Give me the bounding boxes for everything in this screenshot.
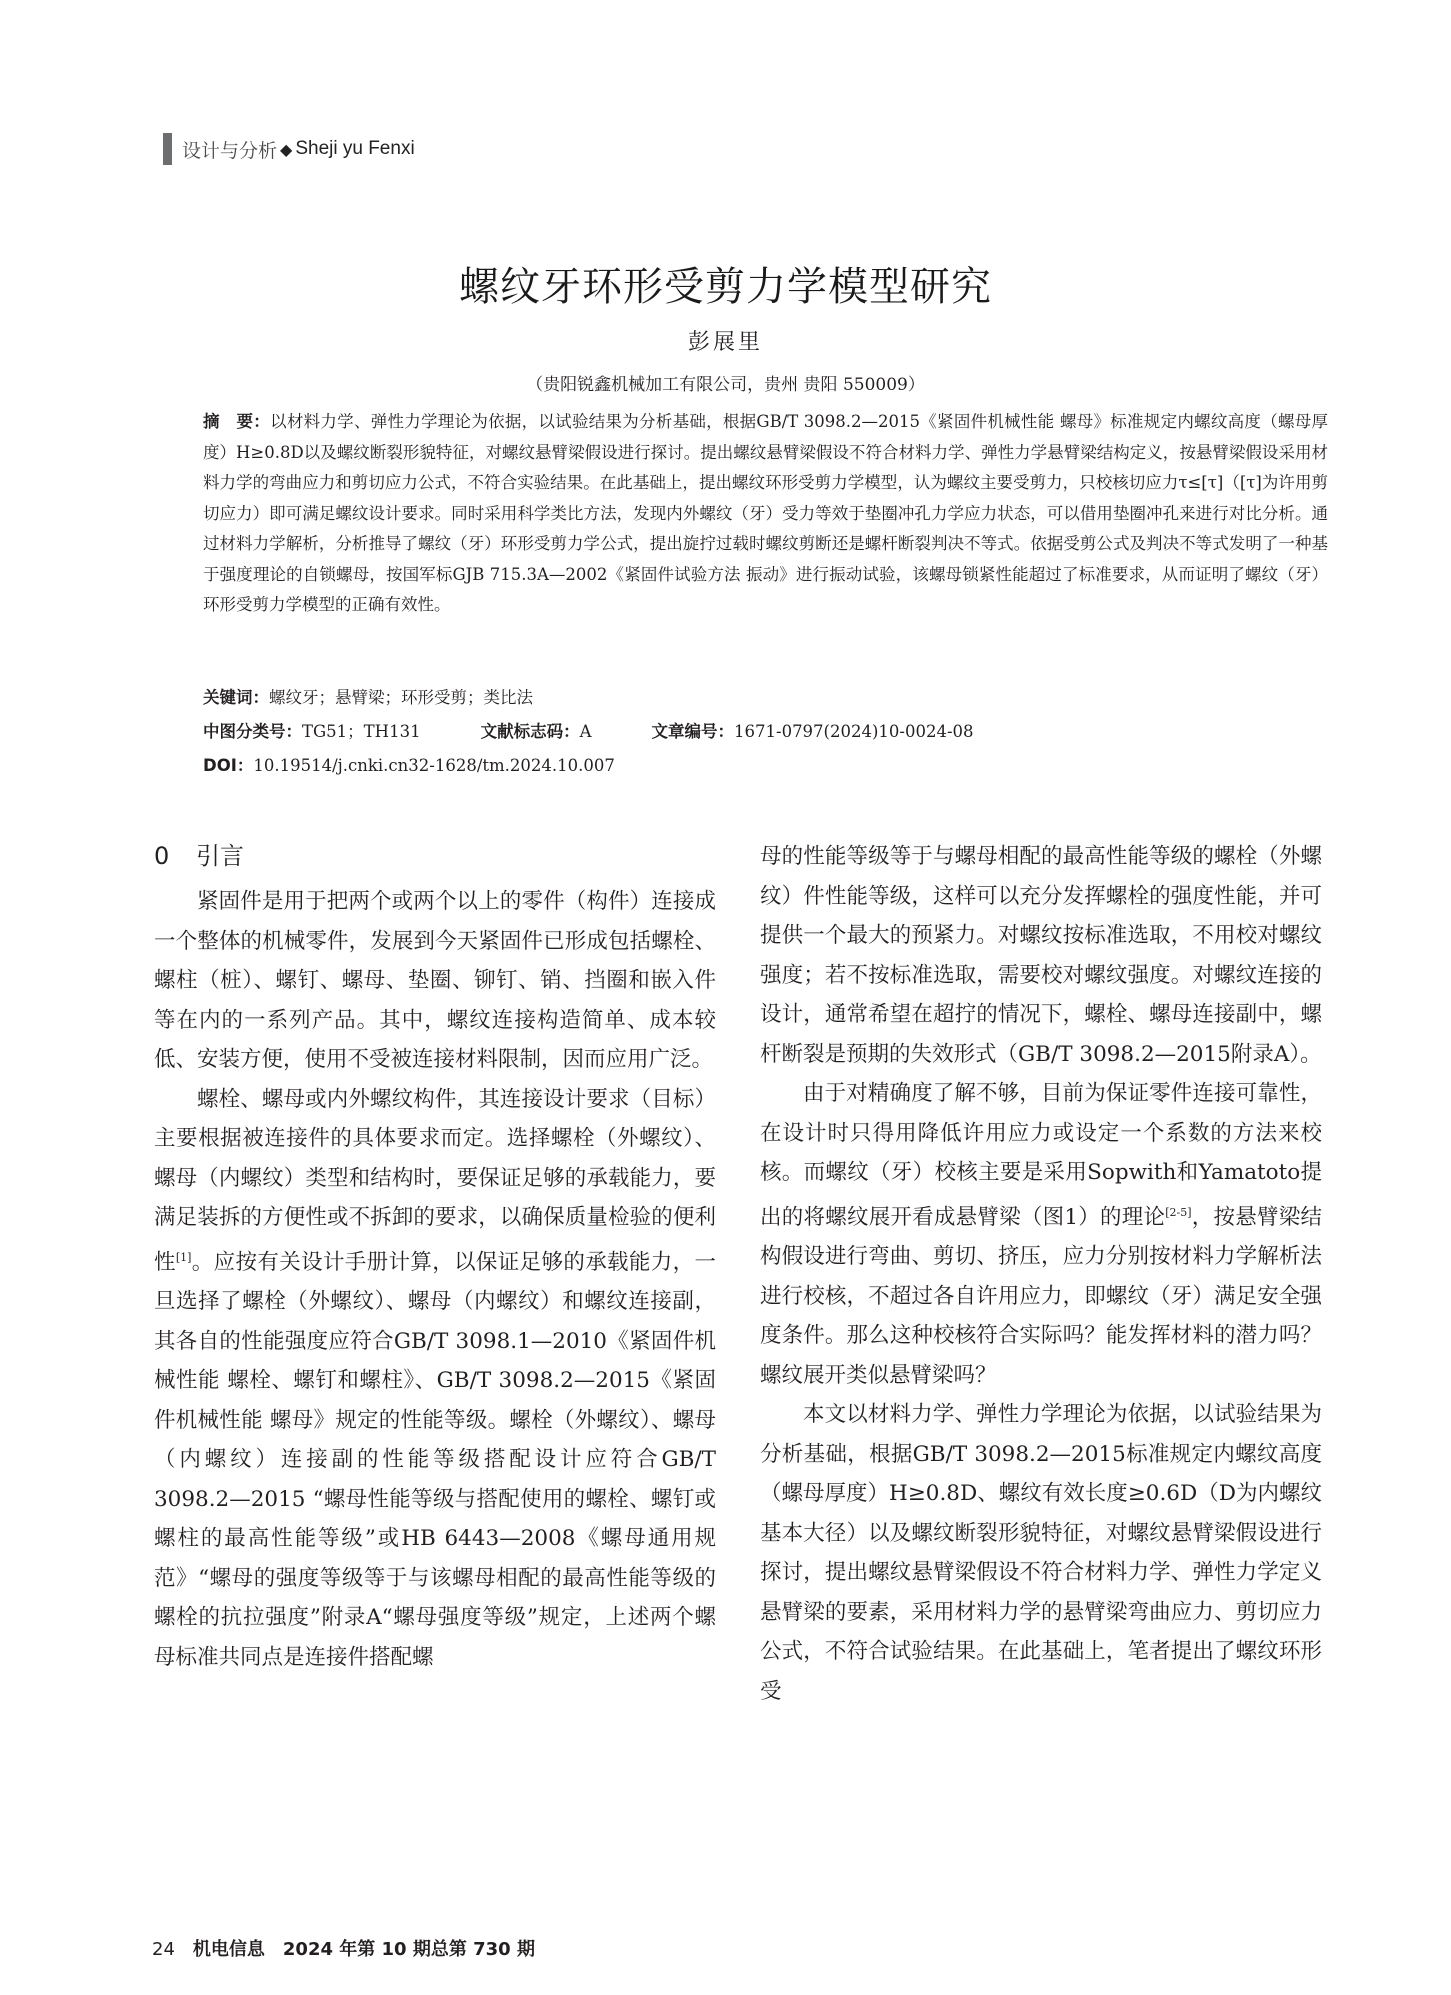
journal-issue: 机电信息 2024 年第 10 期总第 730 期 [192,1939,535,1960]
classification-line [203,718,974,742]
keywords-label: 关键词： [203,688,269,707]
doi-label: DOI： [203,756,254,775]
article-number-value: 1671-0797(2024)10-0024-08 [734,722,974,741]
section-number: 0 [154,842,170,870]
diamond-icon: ◆ [280,139,293,159]
running-header [163,133,415,165]
page-number: 24 [152,1939,175,1960]
header-section-cn: 设计与分析 [182,139,278,162]
paper-title: 螺纹牙环形受剪力学模型研究 [459,264,992,310]
page-footer [152,1935,535,1961]
paragraph: 本文以材料力学、弹性力学理论为依据，以试验结果为分析基础，根据GB/T 3098.2—2015标准规定内螺纹高度（螺母厚度）H≥0.8D、螺纹有效长度≥0.6D（D为内螺纹基本大径）以及螺纹断裂形貌特征，对螺纹悬臂梁假设进行探讨，提出螺纹悬臂梁假设不符合材料力学、弹性力学定义悬臂梁的要素，采用材料力学的悬臂梁弯曲应力、剪切应力公式，不符合试验结果。在此基础上，笔者提出了螺纹环形受 [760,1402,1322,1704]
paragraph: 螺栓、螺母或内外螺纹构件，其连接设计要求（目标）主要根据被连接件的具体要求而定。选择螺栓（外螺纹）、螺母（内螺纹）类型和结构时，要保证足够的承载能力，要满足装拆的方便性或不拆卸的要求，以确保质量检验的便利性[1]。应按有关设计手册计算，以保证足够的承载能力，一旦选择了螺栓（外螺纹）、螺母（内螺纹）和螺纹连接副，其各自的性能强度应符合GB/T 3098.1—2010《紧固件机械性能 螺栓、螺钉和螺柱》、GB/T 3098.2—2015《紧固件机械性能 螺母》规定的性能等级。螺栓（外螺纹）、螺母（内螺纹）连接副的性能等级搭配设计应符合GB/T 3098.2—2015 “螺母性能等级与搭配使用的螺栓、螺钉或螺柱的最高性能等级”或HB 6443—2008《螺母通用规范》“螺母的强度等级等于与该螺母相配的最高性能等级的螺栓的抗拉强度”附录A“螺母强度等级”规定，上述两个螺母标准共同点是连接件搭配螺 [154,1086,716,1670]
left-column [154,837,716,1677]
paragraph: 由于对精确度了解不够，目前为保证零件连接可靠性，在设计时只得用降低许用应力或设定一个系数的方法来校核。而螺纹（牙）校核主要是采用Sopwith和Yamatoto提出的将螺纹展开看成悬臂梁（图1）的理论[2-5]，按悬臂梁结构假设进行弯曲、剪切、挤压，应力分别按材料力学解析法进行校核，不超过各自许用应力，即螺纹（牙）满足安全强度条件。那么这种校核符合实际吗？能发挥材料的潜力吗？螺纹展开类似悬臂梁吗？ [760,1081,1322,1388]
doc-code-label: 文献标志码： [480,722,580,741]
header-section-en: Sheji yu Fenxi [295,138,415,159]
section-title: 引言 [196,842,244,870]
doi-line [203,752,615,776]
header-bar [163,133,172,165]
doi-text: 10.19514/j.cnki.cn32-1628/tm.2024.10.007 [253,756,615,775]
author: 彭展里 [687,330,763,355]
paragraph: 紧固件是用于把两个或两个以上的零件（构件）连接成一个整体的机械零件，发展到今天紧固件已形成包括螺栓、螺柱（桩）、螺钉、螺母、垫圈、铆钉、销、挡圈和嵌入件等在内的一系列产品。其中，螺纹连接构造简单、成本较低、安装方便，使用不受被连接材料限制，因而应用广泛。 [154,889,716,1072]
citation: [1] [175,1250,192,1264]
clc-label: 中图分类号： [203,722,302,741]
right-column [760,837,1322,1711]
keywords [203,684,533,708]
affiliation: （贵阳锐鑫机械加工有限公司，贵州 贵阳 550009） [526,375,925,395]
abstract-text: 以材料力学、弹性力学理论为依据，以试验结果为分析基础，根据GB/T 3098.2—2015《紧固件机械性能 螺母》标准规定内螺纹高度（螺母厚度）H≥0.8D以及螺纹断裂形貌特征，对螺纹悬臂梁假设进行探讨。提出螺纹悬臂梁假设不符合材料力学、弹性力学悬臂梁结构定义，按悬臂梁假设采用材料力学的弯曲应力和剪切应力公式，不符合实验结果。在此基础上，提出螺纹环形受剪力学模型，认为螺纹主要受剪力，只校核切应力τ≤[τ]（[τ]为许用剪切应力）即可满足螺纹设计要求。同时采用科学类比方法，发现内外螺纹（牙）受力等效于垫圈冲孔力学应力状态，可以借用垫圈冲孔来进行对比分析。通过材料力学解析，分析推导了螺纹（牙）环形受剪力学公式，提出旋拧过载时螺纹剪断还是螺杆断裂判决不等式。依据受剪公式及判决不等式发明了一种基于强度理论的自锁螺母，按国军标GJB 715.3A—2002《紧固件试验方法 振动》进行振动试验，该螺母锁紧性能超过了标准要求，从而证明了螺纹（牙）环形受剪力学模型的正确有效性。 [203,412,1329,614]
keywords-text: 螺纹牙；悬臂梁；环形受剪；类比法 [269,688,533,707]
doc-code-value: A [579,722,592,741]
citation: [2-5] [1165,1205,1192,1219]
abstract [203,407,1328,621]
paragraph: 母的性能等级等于与螺母相配的最高性能等级的螺栓（外螺纹）件性能等级，这样可以充分发挥螺栓的强度性能，并可提供一个最大的预紧力。对螺纹按标准选取，不用校对螺纹强度；若不按标准选取，需要校对螺纹强度。对螺纹连接的设计，通常希望在超拧的情况下，螺栓、螺母连接副中，螺杆断裂是预期的失效形式（GB/T 3098.2—2015附录A）。 [760,844,1322,1067]
abstract-label: 摘 要： [203,412,271,431]
clc-value: TG51；TH131 [302,722,421,741]
section-heading [154,837,716,876]
article-number-label: 文章编号： [651,722,734,741]
